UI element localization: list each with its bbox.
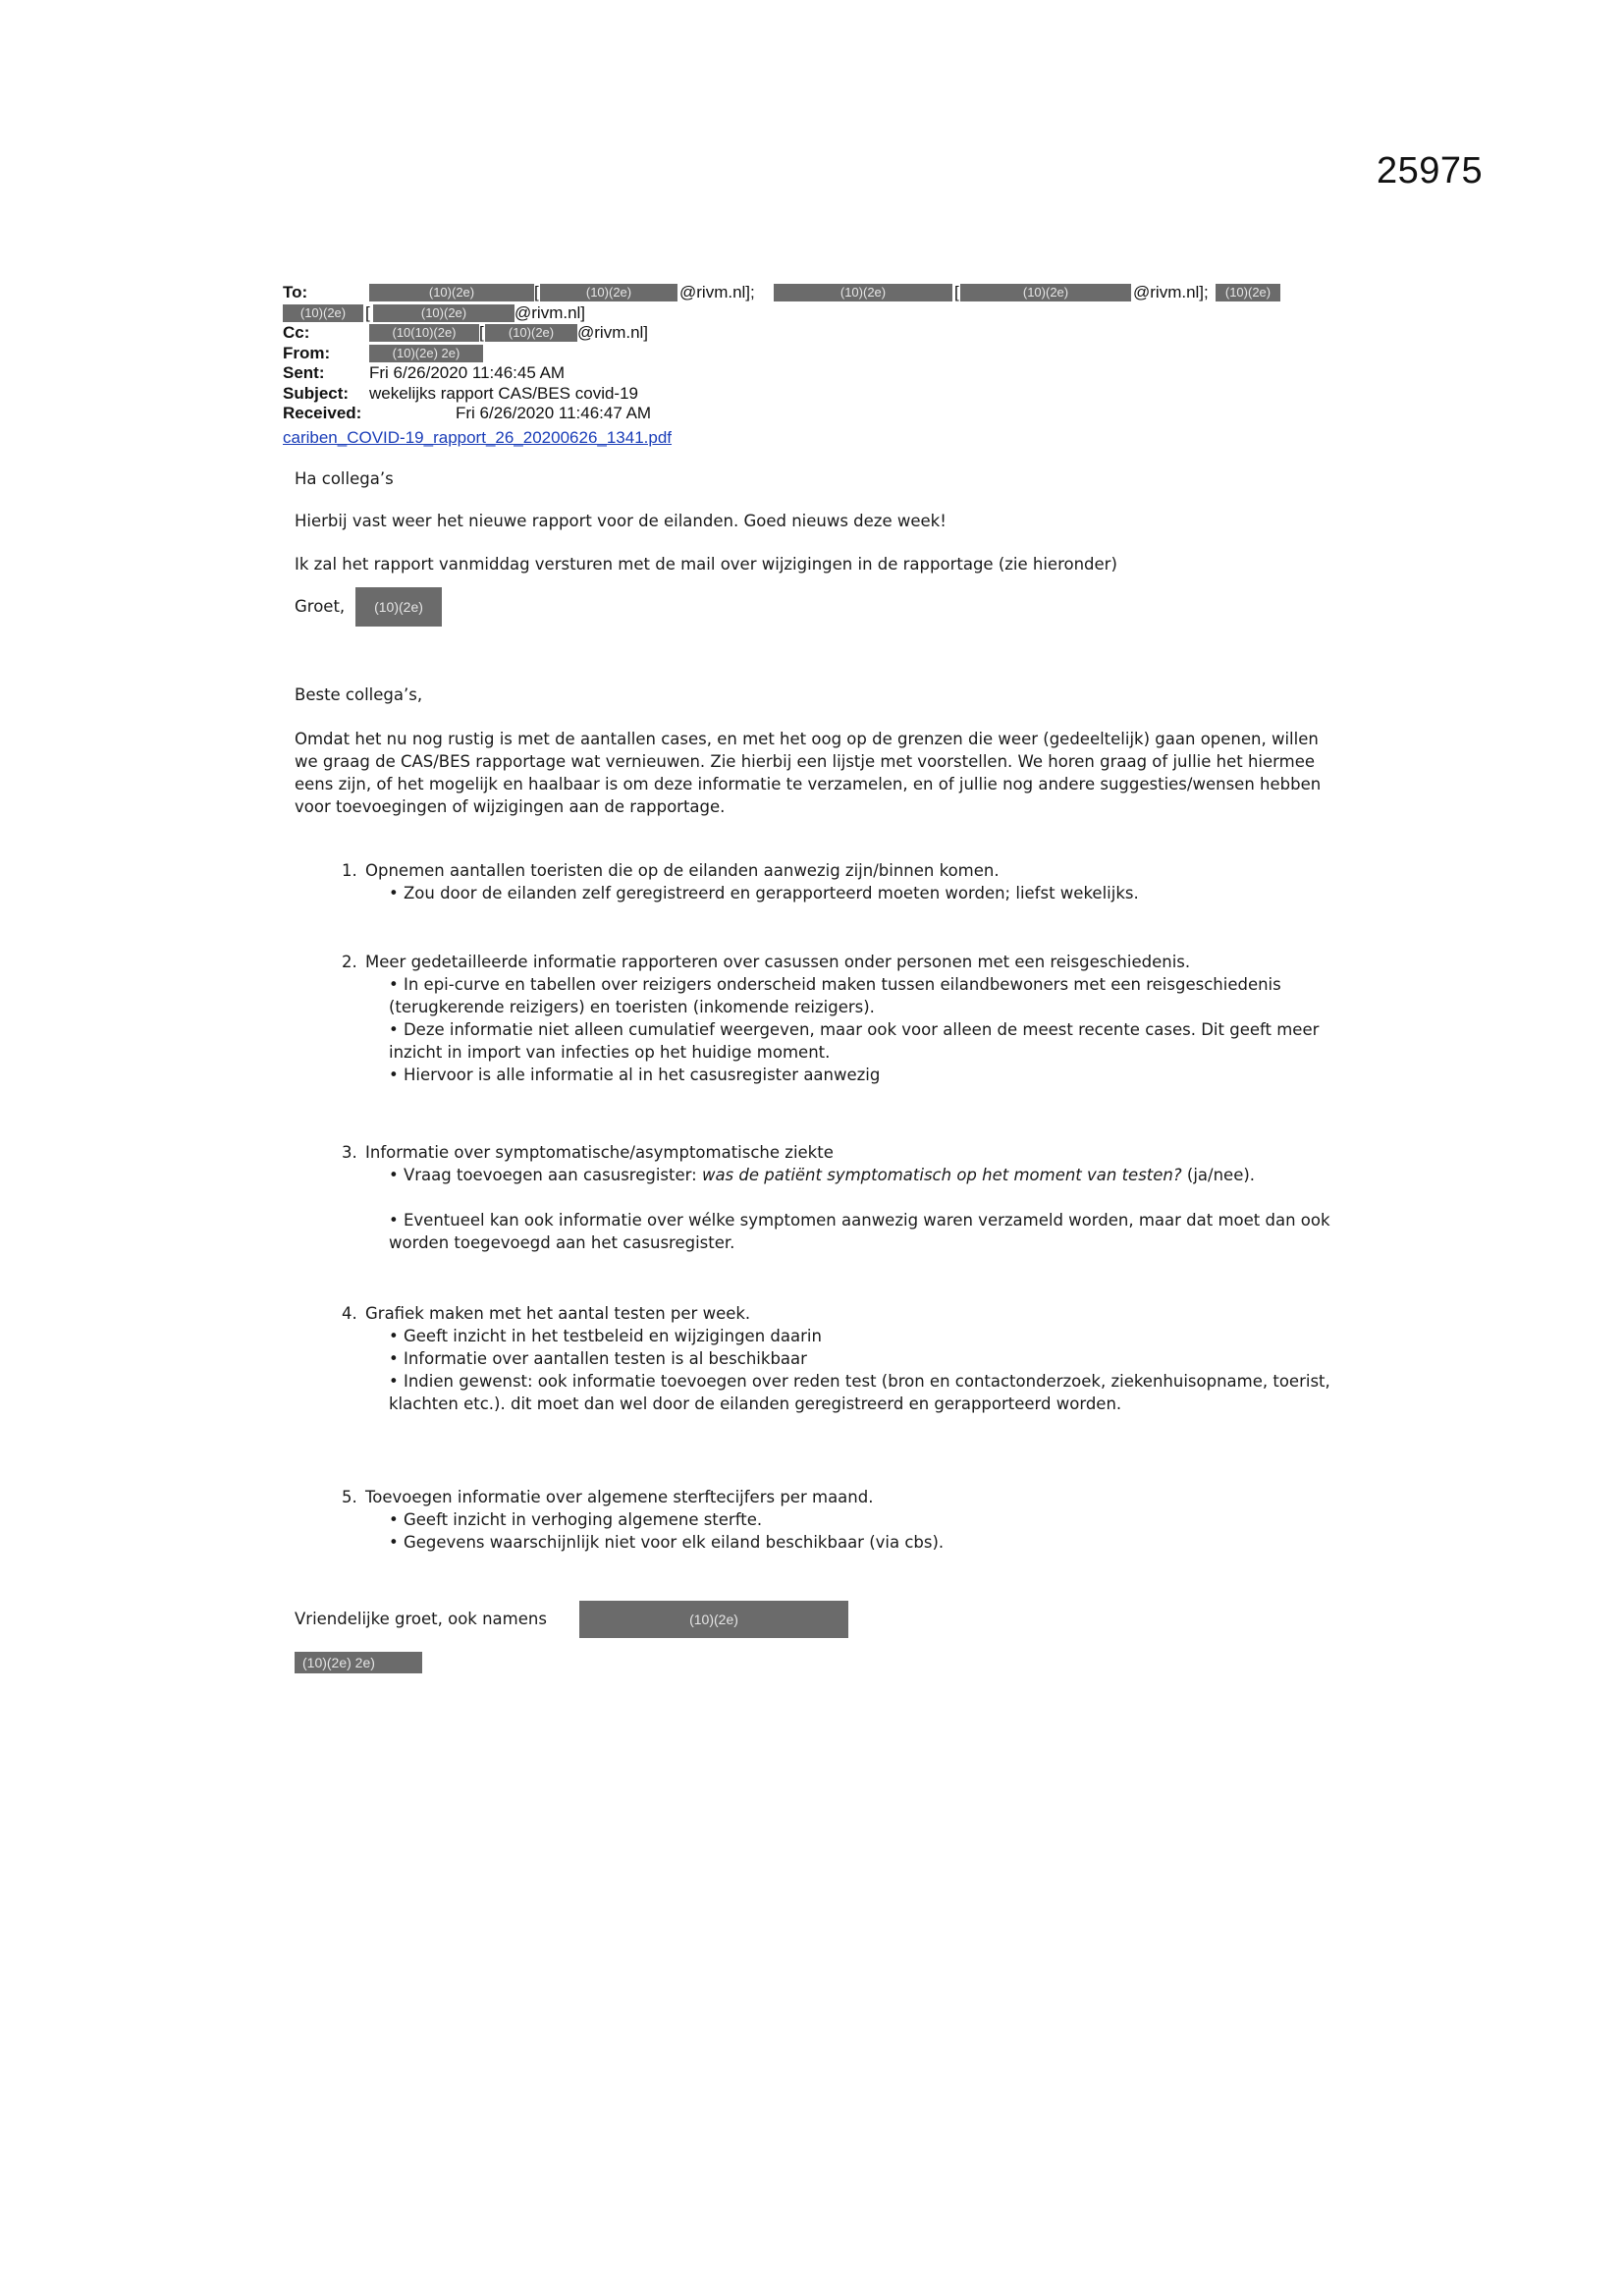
sent-value: Fri 6/26/2020 11:46:45 AM	[369, 363, 566, 382]
subject-value: wekelijks rapport CAS/BES covid-19	[369, 383, 639, 403]
list-subitem: • Geeft inzicht in verhoging algemene sterfte.	[389, 1510, 763, 1529]
list-title: Opnemen aantallen toeristen die op de eilanden aanwezig zijn/binnen komen.	[365, 861, 1000, 880]
sent-label: Sent:	[283, 363, 325, 382]
email-domain: @rivm.nl];	[1133, 283, 1209, 301]
list-subitem: • Gegevens waarschijnlijk niet voor elk eiland beschikbaar (via cbs).	[389, 1533, 945, 1552]
list-subitem: • Zou door de eilanden zelf geregistreerd en gerapporteerd moeten worden; liefst wekelijks.	[389, 884, 1139, 902]
bracket: [	[365, 302, 370, 322]
list-subitem: • Geeft inzicht in het testbeleid en wijzigingen daarin	[389, 1327, 822, 1345]
list-title: Grafiek maken met het aantal testen per week.	[365, 1304, 751, 1323]
paragraph: Ik zal het rapport vanmiddag versturen met de mail over wijzigingen in de rapportage (zie hieronder)	[295, 555, 1117, 574]
list-title: Toevoegen informatie over algemene sterftecijfers per maand.	[365, 1488, 874, 1506]
redaction-box: (10)(2e)	[369, 284, 534, 301]
redaction-box: (10)(2e)	[540, 284, 677, 301]
list-number: 5.	[342, 1488, 357, 1506]
received-value: Fri 6/26/2020 11:46:47 AM	[456, 404, 652, 422]
email-domain: @rivm.nl]	[514, 302, 586, 322]
subject-line	[283, 384, 1402, 405]
subitem-question: was de patiënt symptomatisch op het moment van testen?	[701, 1166, 1182, 1184]
closing: Vriendelijke groet, ook namens	[295, 1610, 547, 1628]
email-header	[283, 283, 1402, 424]
sent-line	[283, 363, 1402, 384]
greeting: Ha collega’s	[295, 469, 394, 488]
redaction-box: (10)(2e)	[960, 284, 1131, 301]
intro-paragraph: Omdat het nu nog rustig is met de aantallen cases, en met het oog op de grenzen die weer (gedeeltelijk) gaan openen, willen we graag de CAS/BES rapportage wat vernieuwen. Zie hierbij een lijstje met voorstellen. We horen graag of jullie het hiermee eens zijn, of het mogelijk en haalbaar is om deze informatie te verzamelen, en of jullie nog andere suggesties/wensen hebben voor toevoegingen of wijzigingen aan de rapportage.	[295, 730, 1322, 816]
subitem-prefix: • Vraag toevoegen aan casusregister:	[389, 1166, 702, 1184]
document-number: 25975	[1377, 150, 1484, 191]
redaction-box: (10)(2e)	[774, 284, 952, 301]
list-subitem: • Indien gewenst: ook informatie toevoegen over reden test (bron en contactonderzoek, ziekenhuisopname, toerist, klachten etc.). dit moet dan wel door de eilanden geregistreerd en gerapporteerd worden.	[389, 1372, 1330, 1413]
list-subitem: • Eventueel kan ook informatie over wélke symptomen aanwezig waren verzameld worden, maar dat moet dan ook worden toegevoegd aan het casusregister.	[389, 1211, 1330, 1252]
list-number: 2.	[342, 953, 357, 971]
from-line	[283, 344, 1402, 364]
redaction-box: (10)(2e)	[373, 304, 514, 322]
to-line-continued	[283, 303, 1402, 324]
list-number: 4.	[342, 1304, 357, 1323]
attachment-link[interactable]: cariben_COVID-19_rapport_26_20200626_1341.pdf	[283, 428, 673, 447]
received-label: Received:	[283, 404, 362, 422]
paragraph: Hierbij vast weer het nieuwe rapport voor de eilanden. Goed nieuws deze week!	[295, 512, 947, 530]
subitem-suffix: (ja/nee).	[1181, 1166, 1256, 1184]
bracket: [	[479, 323, 484, 342]
email-domain: @rivm.nl]	[577, 323, 649, 342]
redaction-box: (10)(2e)	[579, 1601, 848, 1638]
signature-redaction: (10)(2e) 2e)	[295, 1652, 422, 1673]
list-subitem: • In epi-curve en tabellen over reizigers onderscheid maken tussen eilandbewoners met een reisgeschiedenis (terugkerende reizigers) en toeristen (inkomende reizigers).	[389, 975, 1281, 1016]
list-subitem: • Deze informatie niet alleen cumulatief weergeven, maar ook voor alleen de meest recente cases. Dit geeft meer inzicht in import van infecties op het huidige moment.	[389, 1020, 1320, 1062]
received-line	[283, 404, 1402, 424]
redaction-box: (10)(2e)	[355, 587, 442, 627]
subject-label: Subject:	[283, 383, 350, 403]
salutation: Beste collega’s,	[295, 685, 423, 704]
bracket: [	[534, 283, 539, 301]
to-line	[283, 283, 1402, 303]
list-title: Informatie over symptomatische/asymptomatische ziekte	[365, 1143, 834, 1162]
groet: Groet,	[295, 597, 346, 616]
to-label: To:	[283, 283, 308, 301]
redaction-box: (10(10)(2e)	[369, 324, 479, 342]
list-subitem: • Hiervoor is alle informatie al in het casusregister aanwezig	[389, 1066, 881, 1084]
list-subitem: • Informatie over aantallen testen is al beschikbaar	[389, 1349, 807, 1368]
redaction-box: (10)(2e)	[1216, 284, 1280, 301]
cc-line	[283, 323, 1402, 344]
redaction-box: (10)(2e) 2e)	[369, 345, 483, 362]
cc-label: Cc:	[283, 323, 310, 342]
redaction-box: (10)(2e)	[485, 324, 577, 342]
email-domain: @rivm.nl];	[679, 283, 755, 301]
redaction-box: (10)(2e)	[283, 304, 363, 322]
list-subitem	[389, 1164, 1331, 1186]
list-number: 3.	[342, 1143, 357, 1162]
from-label: From:	[283, 343, 331, 362]
bracket: [	[954, 283, 959, 301]
list-number: 1.	[342, 861, 357, 880]
list-title: Meer gedetailleerde informatie rapporteren over casussen onder personen met een reisgeschiedenis.	[365, 953, 1191, 971]
